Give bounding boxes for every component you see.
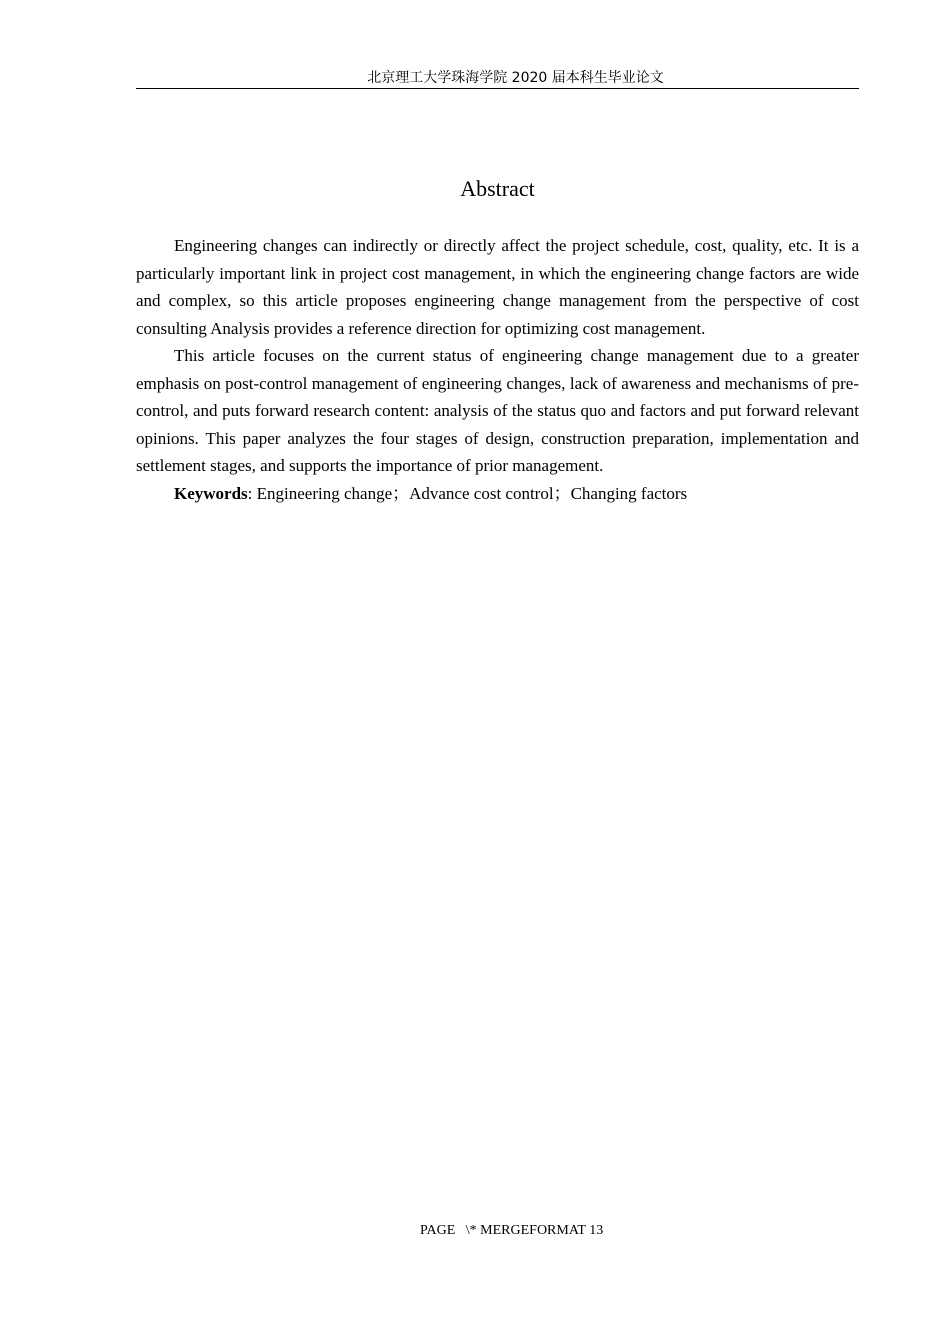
abstract-body xyxy=(136,232,859,507)
keywords-label: Keywords xyxy=(174,483,248,503)
keywords-text: : Engineering change；Advance cost control；Changing factors xyxy=(247,483,688,503)
running-title: 北京理工大学珠海学院 2020 届本科生毕业论文 xyxy=(367,70,664,86)
page-number-field: PAGE \* MERGEFORMAT 13 xyxy=(420,1223,604,1238)
abstract-paragraph-1: Engineering changes can indirectly or directly affect the project schedule, cost, quality, etc. It is a particularly important link in project cost management, in which the engineering change factors are wide and complex, so this article proposes engineering change management from the perspective of cost consulting Analysis provides a reference direction for optimizing cost management. xyxy=(136,236,859,338)
page-header xyxy=(136,68,859,89)
abstract-title: Abstract xyxy=(460,176,535,201)
keywords-line xyxy=(136,480,859,508)
abstract-paragraph-2: This article focuses on the current status of engineering change management due to a greater emphasis on post-control management of engineering changes, lack of awareness and mechanisms of pre-control, and puts forward research content: analysis of the status quo and factors and put forward relevant opinions. This paper analyzes the four stages of design, construction preparation, implementation and settlement stages, and supports the importance of prior management. xyxy=(136,346,859,475)
